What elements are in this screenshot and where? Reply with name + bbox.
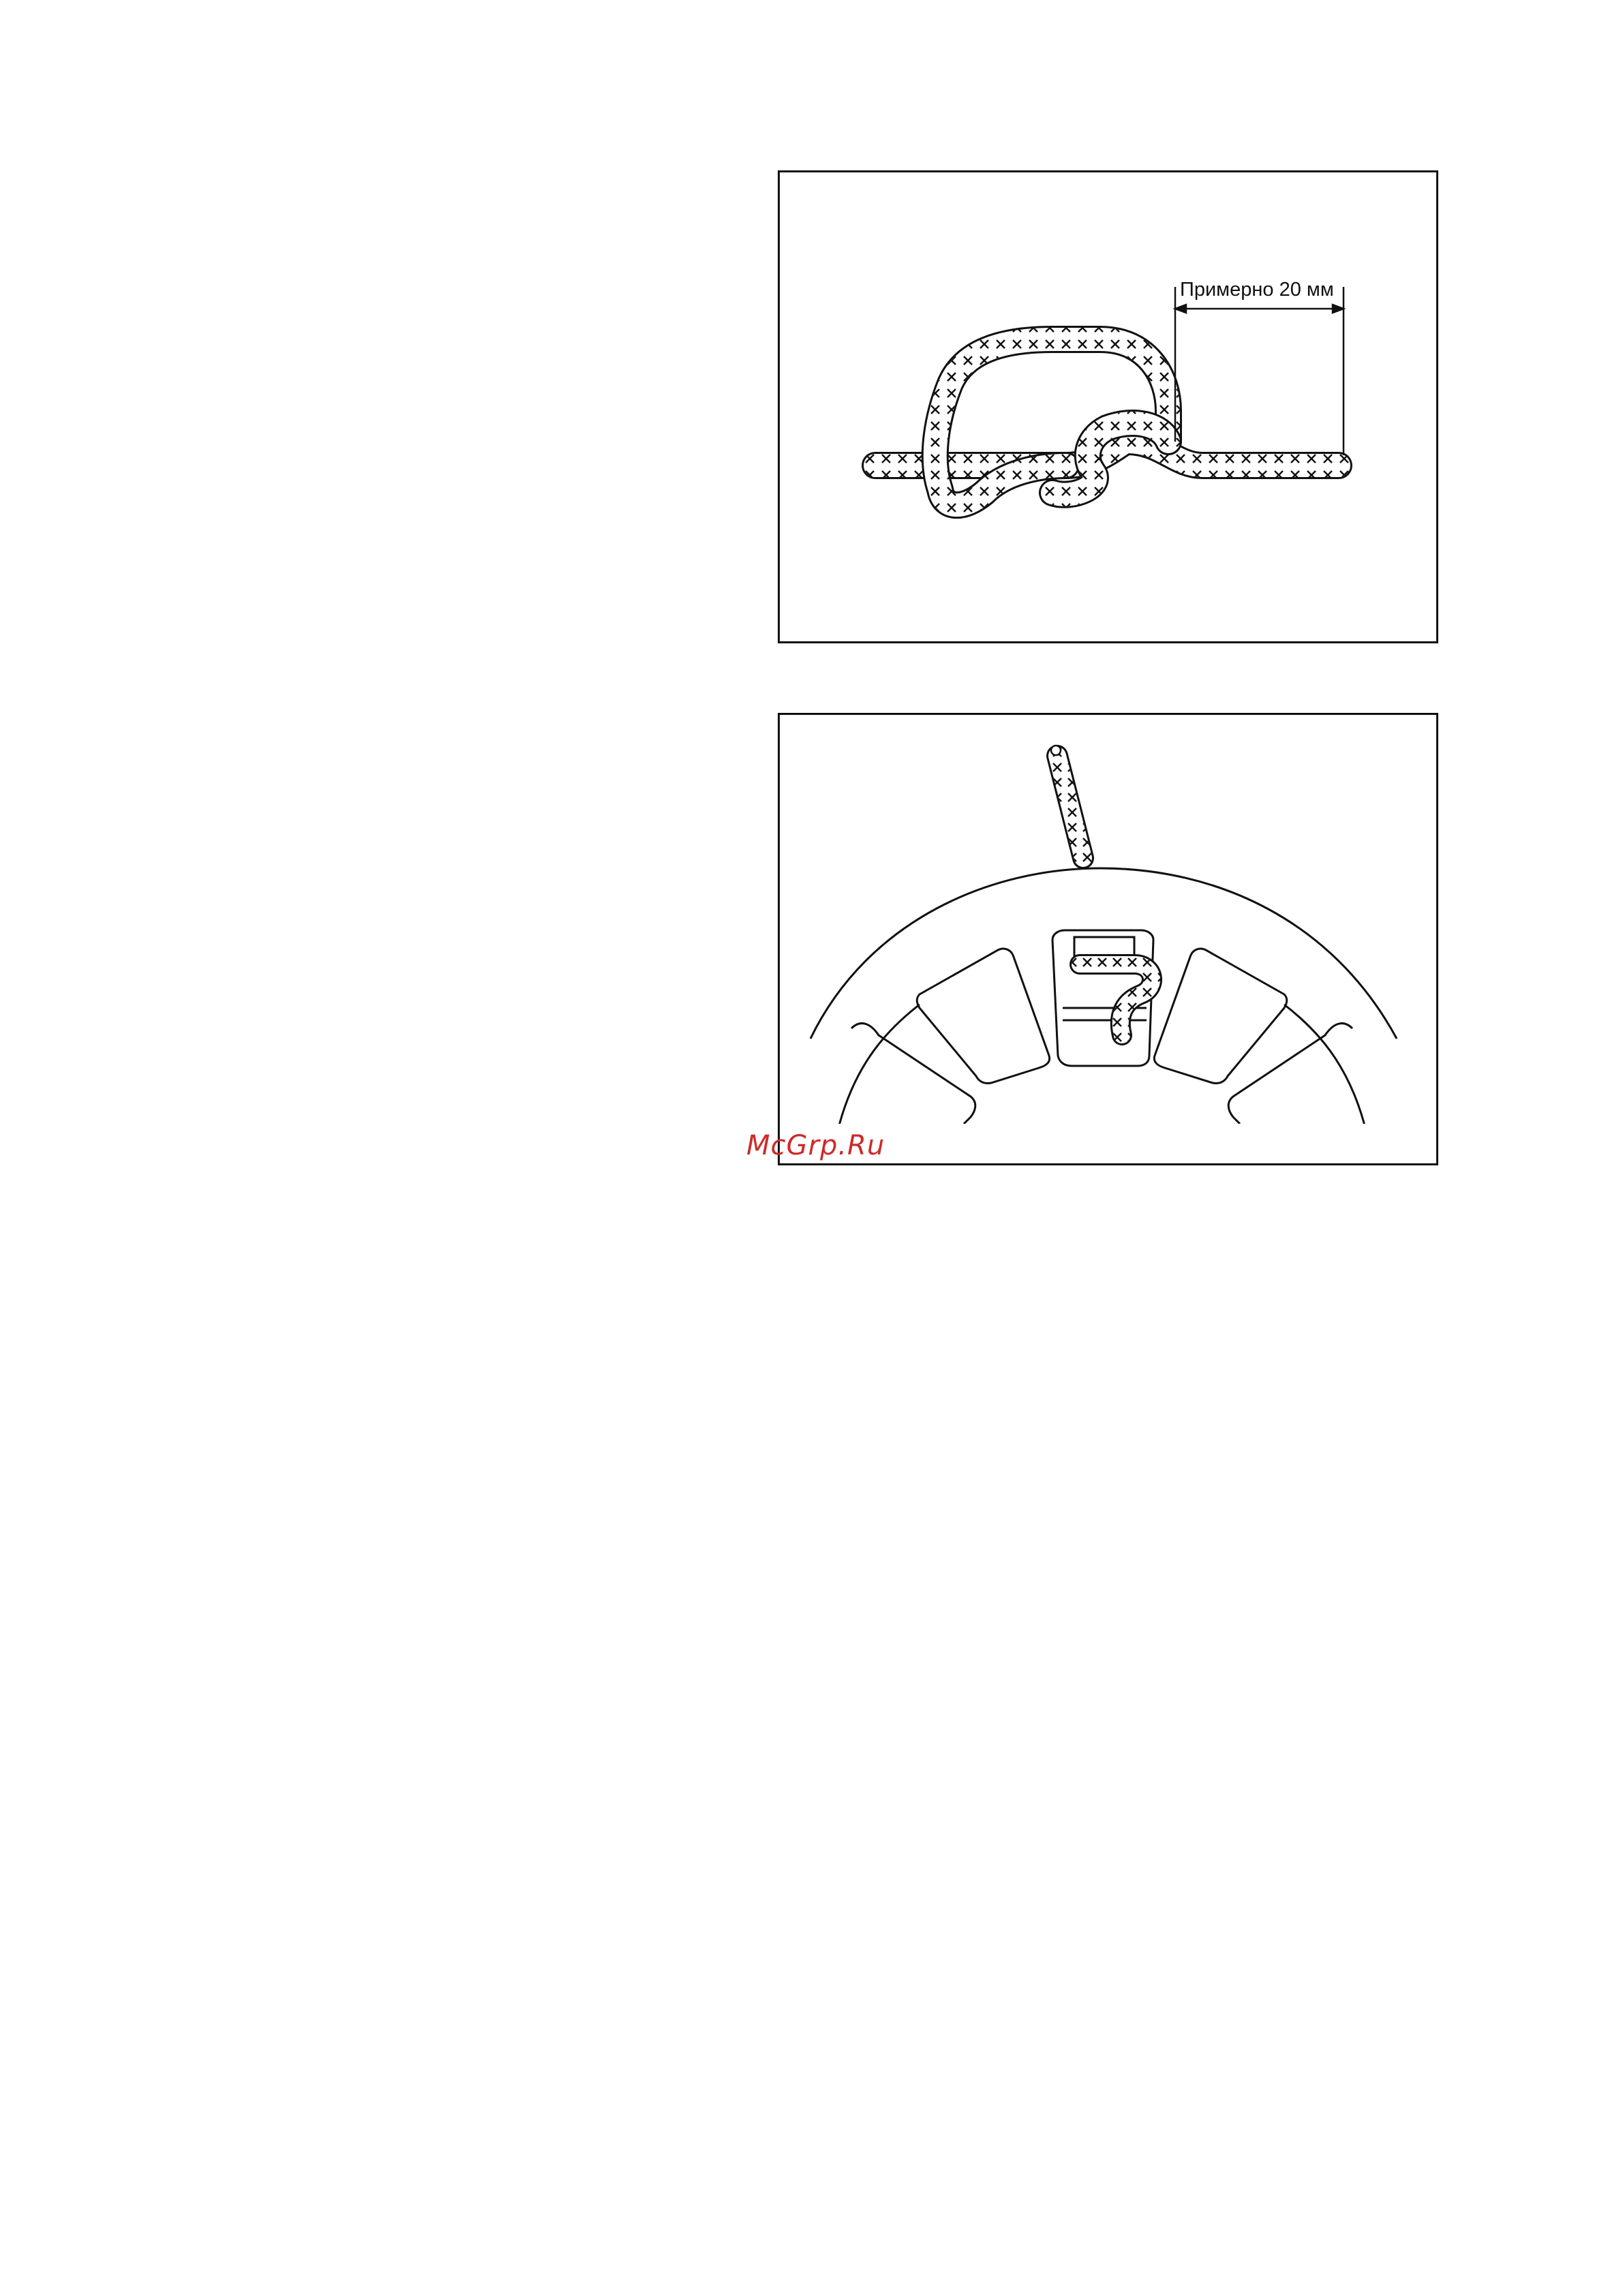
watermark-text: McGrp.Ru bbox=[746, 1130, 885, 1161]
wheel-rope-icon bbox=[780, 715, 1440, 1167]
rope-knot-icon bbox=[780, 172, 1440, 645]
dimension-label: Примерно 20 мм bbox=[1180, 279, 1334, 301]
figure-rope-knot bbox=[778, 170, 1438, 643]
figure-wheel-rope bbox=[778, 713, 1438, 1165]
